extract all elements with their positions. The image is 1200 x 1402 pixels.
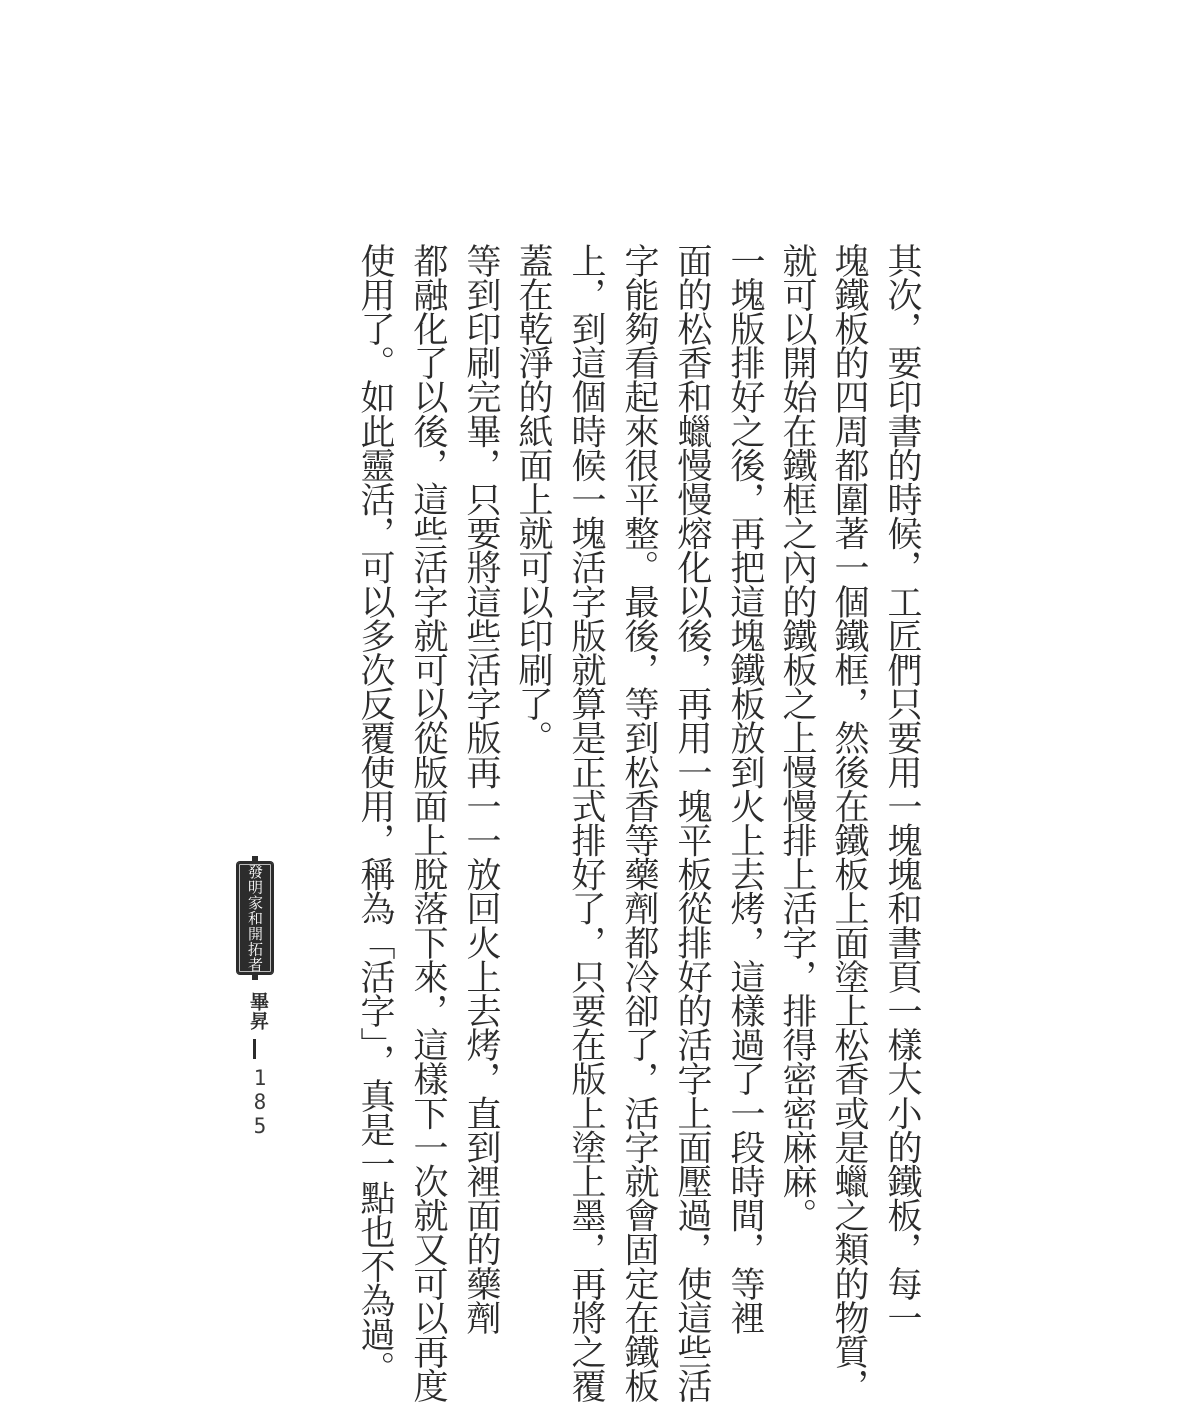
body-column-7: 上，到這個時候一塊活字版就算是正式排好了，只要在版上塗上墨，再將之覆 <box>566 243 606 1402</box>
body-column-6: 字能夠看起來很平整。最後，等到松香等藥劑都冷卻了，活字就會固定在鐵板 <box>619 243 659 1402</box>
body-column-10: 都融化了以後，這些活字就可以從版面上脫落下來，這樣下一次就又可以再度 <box>408 243 448 1402</box>
body-column-9: 等到印刷完畢，只要將這些活字版再一一放回火上去烤，直到裡面的藥劑 <box>461 243 501 1335</box>
body-column-5: 面的松香和蠟慢慢熔化以後，再用一塊平板從排好的活字上面壓過，使這些活 <box>672 243 712 1402</box>
body-column-2: 塊鐵板的四周都圍著一個鐵框，然後在鐵板上面塗上松香或是蠟之類的物質， <box>829 243 869 1402</box>
chapter-name: 畢昇 <box>247 992 269 1030</box>
body-column-11: 使用了。如此靈活，可以多次反覆使用，稱為「活字」，真是一點也不為過。 <box>355 243 395 1385</box>
book-title-label: 發明家和開拓者 <box>237 862 273 974</box>
body-column-8: 蓋在乾淨的紙面上就可以印刷了。 <box>513 243 553 755</box>
body-column-4: 一塊版排好之後，再把這塊鐵板放到火上去烤，這樣過了一段時間，等裡 <box>725 243 765 1335</box>
body-column-1: 其次，要印書的時候，工匠們只要用一塊塊和書頁一樣大小的鐵板，每一 <box>882 243 922 1335</box>
sidebar-divider <box>253 1039 256 1059</box>
title-box-notch-bottom <box>252 974 258 980</box>
page-number: 185 <box>248 1066 272 1138</box>
body-column-3: 就可以開始在鐵框之內的鐵板之上慢慢排上活字，排得密密麻麻。 <box>777 243 817 1232</box>
